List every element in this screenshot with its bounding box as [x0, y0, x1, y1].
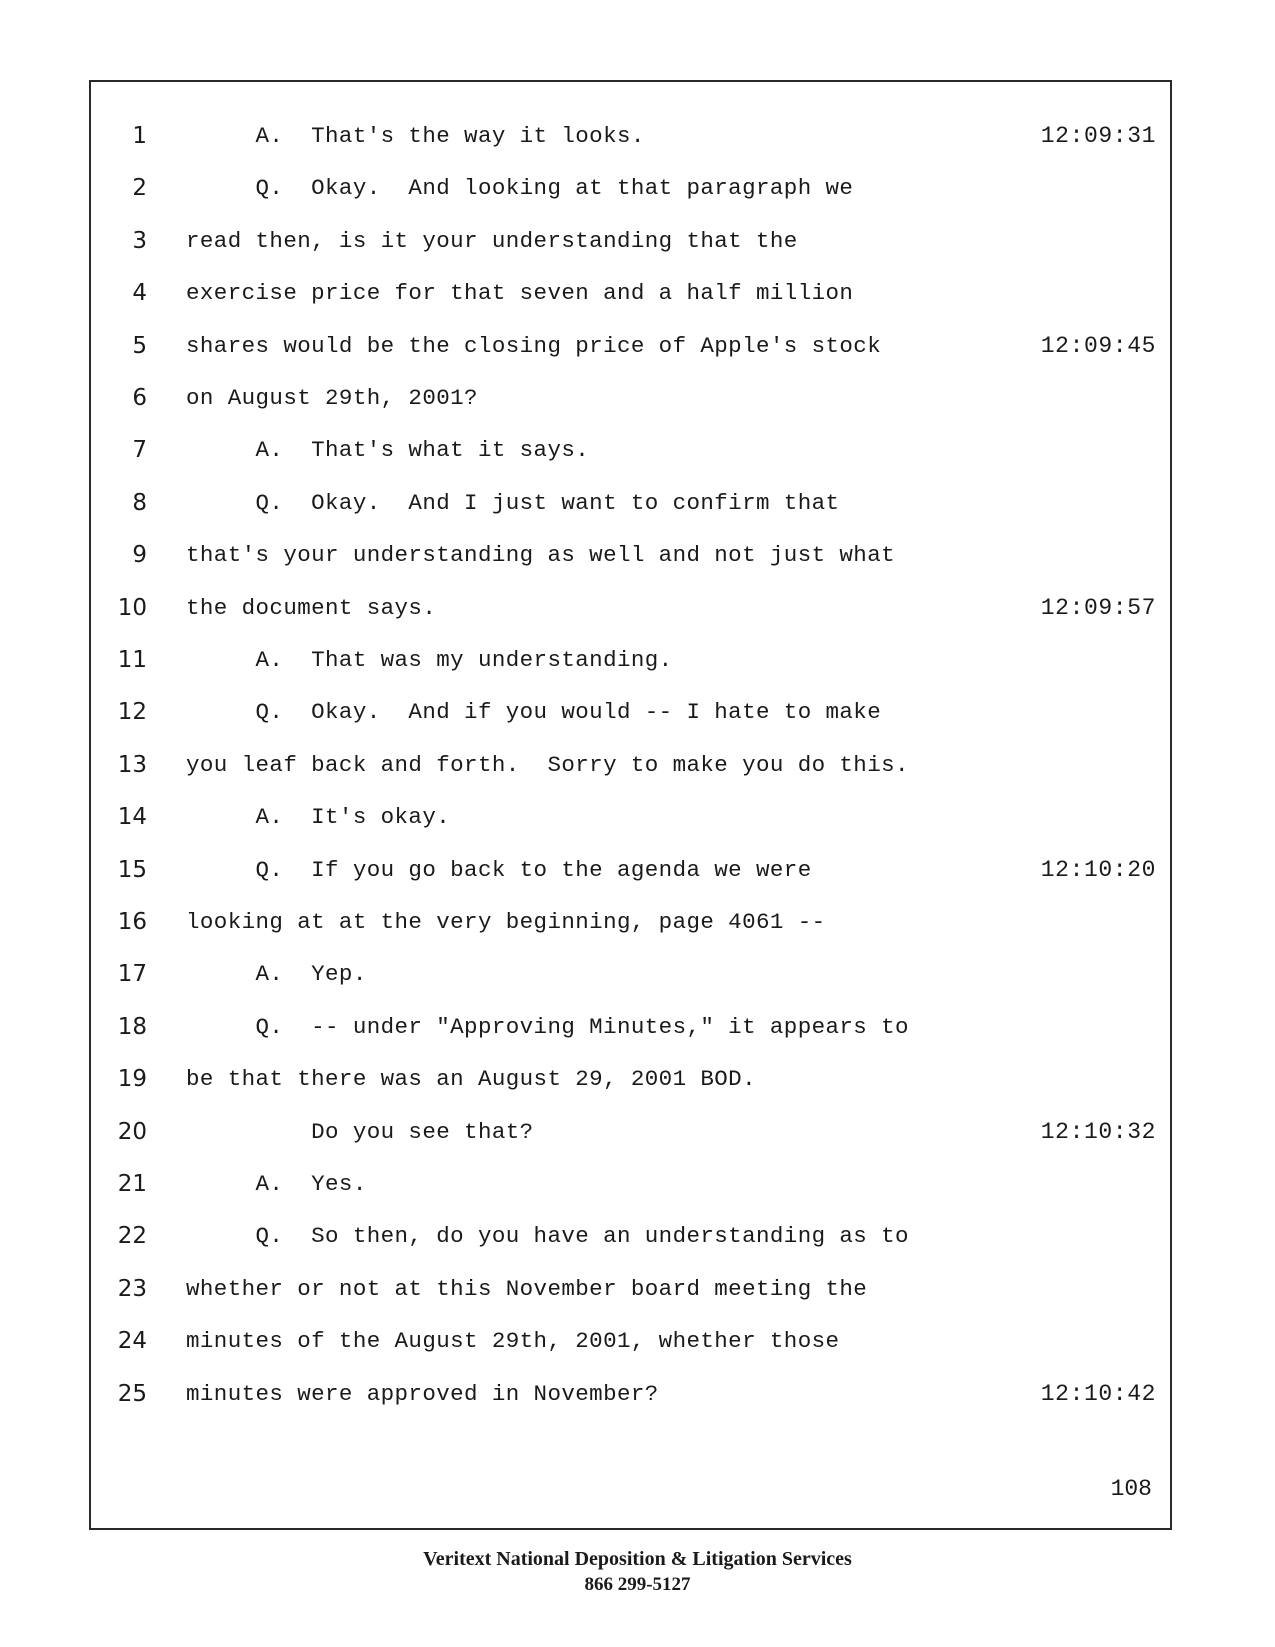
- line-text: A. Yep.: [186, 961, 367, 988]
- line-number: 2: [132, 175, 147, 202]
- line-text: Q. Okay. And I just want to confirm that: [186, 489, 840, 516]
- footer-phone: 866 299-5127: [584, 1574, 691, 1595]
- timestamp: 12:10:42: [1040, 1380, 1156, 1407]
- line-text: read then, is it your understanding that the: [186, 227, 798, 254]
- transcript-line: [91, 694, 1174, 730]
- line-number: 14: [117, 804, 147, 831]
- line-text: A. That was my understanding.: [186, 647, 673, 673]
- line-text: shares would be the closing price of Apple's stock: [186, 332, 882, 359]
- transcript-line: [91, 328, 1174, 364]
- line-text: Q. So then, do you have an understanding as to: [186, 1223, 909, 1250]
- line-number: 13: [117, 751, 147, 778]
- transcript-line: [91, 1218, 1174, 1254]
- line-number: 11: [117, 647, 147, 673]
- line-number: 22: [117, 1223, 147, 1250]
- page-number: 108: [1110, 1476, 1152, 1502]
- transcript-line: [91, 956, 1174, 992]
- line-number: 18: [117, 1013, 147, 1040]
- line-number: 7: [132, 437, 147, 464]
- line-number: 19: [117, 1066, 147, 1093]
- footer-company: Veritext National Deposition & Litigation Services: [423, 1548, 852, 1570]
- transcript-line: [91, 904, 1174, 940]
- transcript-line: [91, 747, 1174, 783]
- transcript-line: [91, 1061, 1174, 1097]
- transcript-line: [91, 642, 1174, 678]
- transcript-line: [91, 275, 1174, 311]
- line-text: Q. Okay. And looking at that paragraph we: [186, 175, 854, 202]
- line-number: 5: [132, 332, 147, 359]
- transcript-line: [91, 1166, 1174, 1202]
- transcript-line: [91, 380, 1174, 416]
- line-number: 4: [132, 280, 147, 307]
- line-number: 3: [132, 227, 147, 254]
- line-text: the document says.: [186, 594, 437, 621]
- transcript-line: [91, 537, 1174, 573]
- transcript-line: [91, 223, 1174, 259]
- line-number: 15: [117, 856, 147, 883]
- transcript-line: [91, 118, 1174, 154]
- line-text: whether or not at this November board meeting the: [186, 1275, 868, 1302]
- line-text: you leaf back and forth. Sorry to make you do this.: [186, 751, 909, 778]
- line-number: 21: [117, 1171, 147, 1197]
- timestamp: 12:09:31: [1040, 123, 1156, 149]
- transcript-line: [91, 1009, 1174, 1045]
- line-number: 24: [117, 1328, 147, 1355]
- line-number: 8: [132, 489, 147, 516]
- line-number: 10: [117, 594, 147, 621]
- transcript-line: [91, 1323, 1174, 1359]
- line-text: Do you see that?: [186, 1118, 534, 1145]
- line-text: exercise price for that seven and a half million: [186, 280, 854, 307]
- line-number: 23: [117, 1275, 147, 1302]
- transcript-line: [91, 852, 1174, 888]
- line-text: Q. -- under "Approving Minutes," it appears to: [186, 1013, 909, 1040]
- transcript-line: [91, 170, 1174, 206]
- transcript-frame: [89, 80, 1172, 1530]
- timestamp: 12:09:57: [1040, 594, 1156, 621]
- line-text: that's your understanding as well and not just what: [186, 542, 896, 569]
- line-text: A. That's what it says.: [186, 437, 590, 464]
- transcript-line: [91, 1376, 1174, 1412]
- transcript-line: [91, 485, 1174, 521]
- line-text: Q. Okay. And if you would -- I hate to make: [186, 699, 882, 726]
- line-number: 25: [117, 1380, 147, 1407]
- line-number: 12: [117, 699, 147, 726]
- line-text: minutes of the August 29th, 2001, whether those: [186, 1328, 840, 1355]
- transcript-line: [91, 799, 1174, 835]
- line-text: A. It's okay.: [186, 804, 451, 831]
- timestamp: 12:10:32: [1040, 1118, 1156, 1145]
- line-number: 1: [132, 123, 147, 149]
- transcript-line: [91, 1114, 1174, 1150]
- line-number: 16: [117, 909, 147, 935]
- timestamp: 12:10:20: [1040, 856, 1156, 883]
- line-text: A. Yes.: [186, 1171, 367, 1197]
- line-text: on August 29th, 2001?: [186, 385, 478, 411]
- line-text: Q. If you go back to the agenda we were: [186, 856, 812, 883]
- line-text: looking at at the very beginning, page 4061 --: [186, 909, 826, 935]
- line-text: A. That's the way it looks.: [186, 123, 645, 149]
- transcript-line: [91, 1271, 1174, 1307]
- line-number: 20: [117, 1118, 147, 1145]
- transcript-line: [91, 432, 1174, 468]
- line-number: 6: [132, 385, 147, 411]
- line-text: be that there was an August 29, 2001 BOD.: [186, 1066, 756, 1093]
- line-number: 9: [132, 542, 147, 569]
- line-number: 17: [117, 961, 147, 988]
- transcript-line: [91, 590, 1174, 626]
- line-text: minutes were approved in November?: [186, 1380, 659, 1407]
- timestamp: 12:09:45: [1040, 332, 1156, 359]
